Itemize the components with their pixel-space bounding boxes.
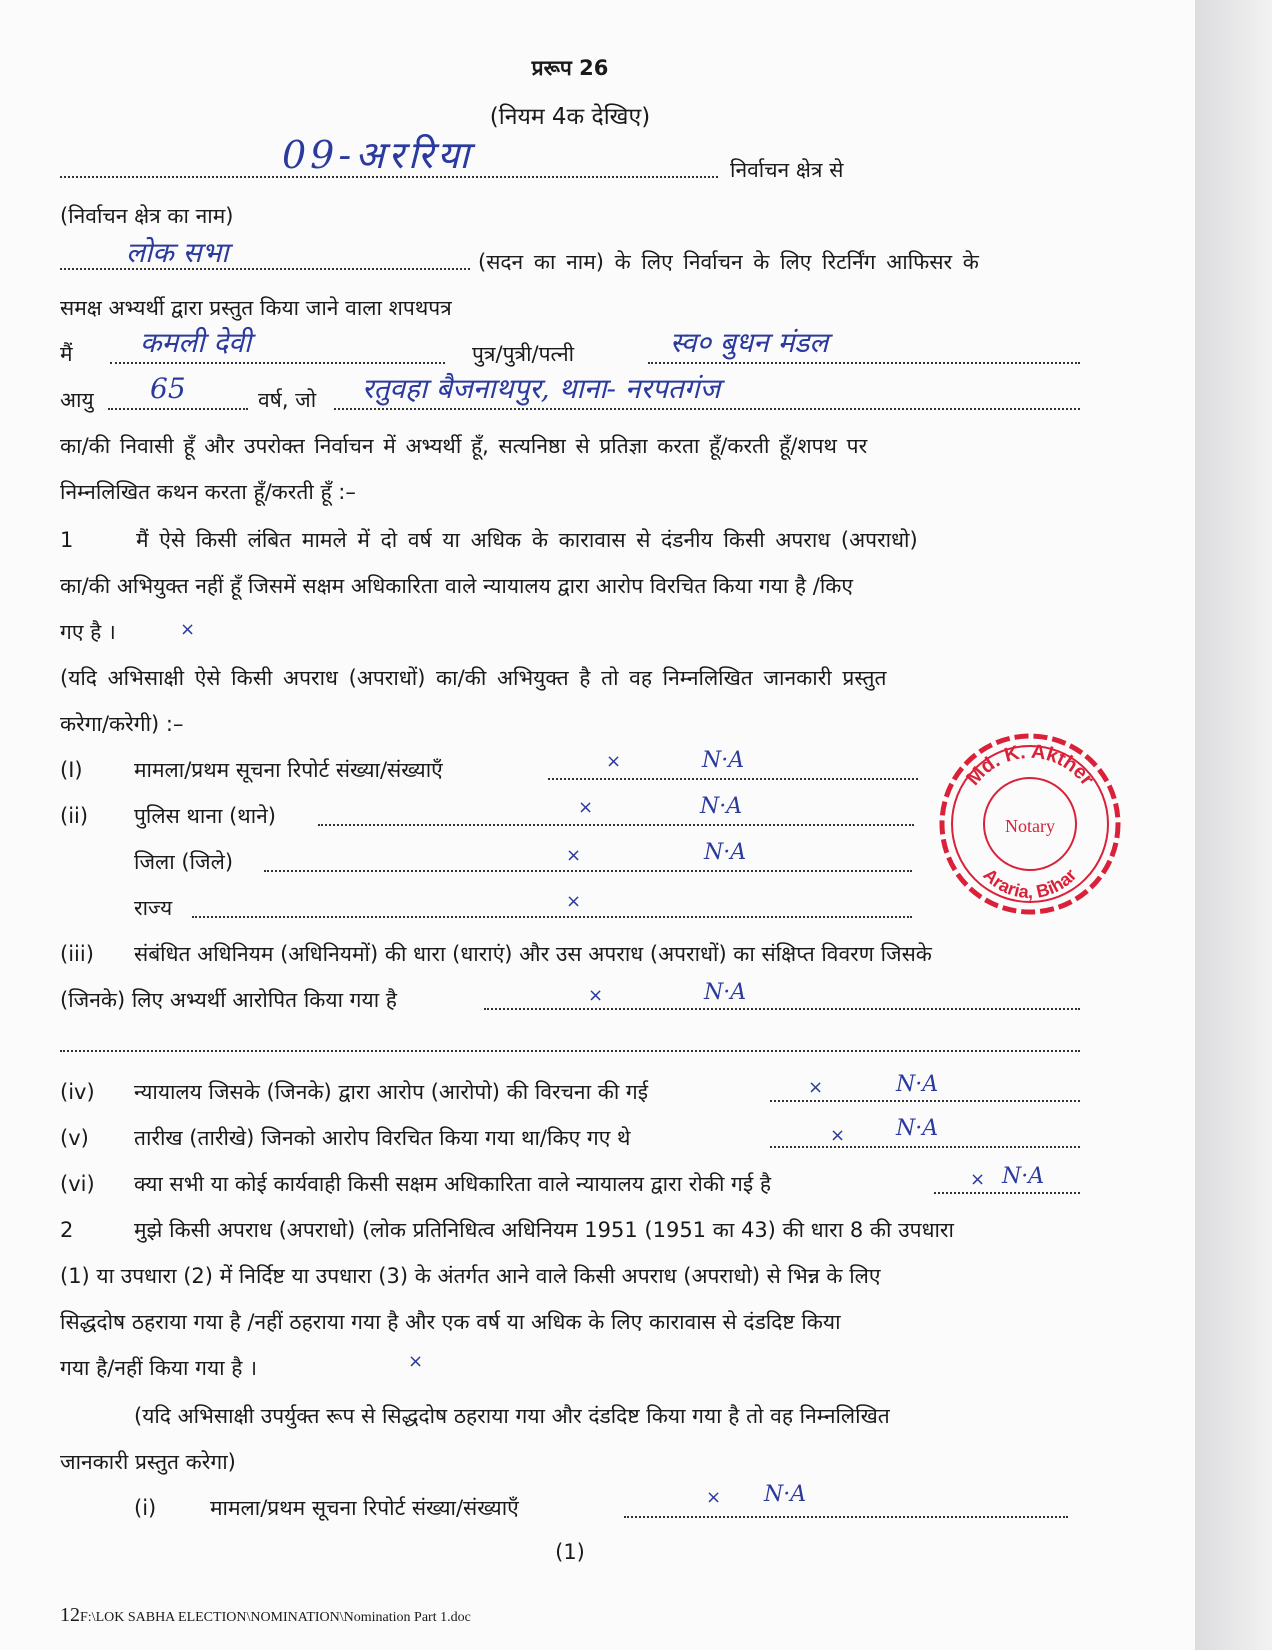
- form-subtitle: (नियम 4क देखिए): [489, 104, 651, 130]
- item-iii-extra-line: [60, 1050, 1080, 1052]
- relation-line: [648, 362, 1080, 364]
- item-vi-number: (vi): [60, 1172, 95, 1196]
- item-ii-line: [318, 824, 914, 826]
- item-ii-label: पुलिस थाना (थाने): [134, 804, 277, 828]
- age-label: आयु: [60, 388, 94, 412]
- statement-line: निम्नलिखित कथन करता हूँ/करती हूँ :–: [60, 480, 356, 504]
- page-number: (1): [555, 1540, 585, 1564]
- notary-stamp: [938, 732, 1122, 916]
- cross-mark: ×: [180, 619, 196, 640]
- section2-line: गया है/नहीं किया गया है ।: [60, 1356, 258, 1380]
- section2-note: (यदि अभिसाक्षी उपर्युक्त रूप से सिद्धदोष ठहराया गया और दंडदिष्ट किया गया है तो वह निम्नलिखित: [134, 1404, 890, 1428]
- item-ii-number: (ii): [60, 804, 89, 828]
- cross-mark: ×: [808, 1077, 824, 1098]
- affidavit-line: समक्ष अभ्यर्थी द्वारा प्रस्तुत किया जाने वाला शपथपत्र: [60, 296, 452, 320]
- cross-mark: ×: [830, 1125, 846, 1146]
- scanner-edge: [1195, 0, 1272, 1650]
- item-vi-value: N·A: [1002, 1164, 1045, 1189]
- district-label: जिला (जिले): [134, 850, 234, 874]
- years-label: वर्ष, जो: [258, 388, 317, 412]
- item-iii-line2: (जिनके) लिए अभ्यर्थी आरोपित किया गया है: [60, 988, 397, 1012]
- section2-number: 2: [60, 1218, 74, 1242]
- relation-label: पुत्र/पुत्री/पत्नी: [472, 342, 575, 366]
- footer-file: F:\LOK SABHA ELECTION\NOMINATION\Nomination Part 1.doc: [80, 1610, 471, 1625]
- constituency-handwritten: 09-अररिया: [282, 133, 474, 177]
- section1-line: मैं ऐसे किसी लंबित मामले में दो वर्ष या अधिक के कारावास से दंडनीय किसी अपराध (अपराधो): [136, 528, 918, 552]
- section1-note: (यदि अभिसाक्षी ऐसे किसी अपराध (अपराधों) का/की अभियुक्त है तो वह निम्नलिखित जानकारी प्रस्तुत: [60, 666, 887, 690]
- item-iv-label: न्यायालय जिसके (जिनके) द्वारा आरोप (आरोपो) की विरचना की गई: [134, 1080, 649, 1104]
- cross-mark: ×: [606, 751, 622, 772]
- district-value: N·A: [704, 840, 747, 865]
- cross-mark: ×: [408, 1351, 424, 1372]
- section1-line: का/की अभियुक्त नहीं हूँ जिसमें सक्षम अधिकारिता वाले न्यायालय द्वारा आरोप विरचित किया गया है /किए: [60, 574, 854, 598]
- house-handwritten: लोक सभा: [126, 236, 229, 269]
- footer-number: 12: [60, 1604, 80, 1626]
- section2-note: जानकारी प्रस्तुत करेगा): [60, 1450, 236, 1474]
- cross-mark: ×: [588, 985, 604, 1006]
- item-v-label: तारीख (तारीखे) जिनको आरोप विरचित किया गया था/किए गए थे: [134, 1126, 631, 1150]
- cross-mark: ×: [566, 845, 582, 866]
- relation-handwritten: स्व० बुधन मंडल: [670, 326, 829, 359]
- section2-item-i-label: मामला/प्रथम सूचना रिपोर्ट संख्या/संख्याएँ: [210, 1496, 519, 1520]
- footer-path: [60, 1604, 471, 1627]
- item-iii-number: (iii): [60, 942, 94, 966]
- section2-item-i-value: N·A: [764, 1482, 807, 1507]
- cross-mark: ×: [566, 891, 582, 912]
- name-handwritten: कमली देवी: [140, 326, 252, 359]
- item-vi-label: क्या सभी या कोई कार्यवाही किसी सक्षम अधिकारिता वाले न्यायालय द्वारा रोकी गई है: [134, 1172, 772, 1196]
- item-iii-dotted: [484, 1008, 1080, 1010]
- district-line: [264, 870, 912, 872]
- cross-mark: ×: [578, 797, 594, 818]
- item-v-line: [770, 1146, 1080, 1148]
- item-v-value: N·A: [896, 1116, 939, 1141]
- section1-number: 1: [60, 528, 74, 552]
- cross-mark: ×: [970, 1169, 986, 1190]
- form-title: प्ररूप 26: [531, 56, 609, 80]
- constituency-suffix: निर्वाचन क्षेत्र से: [730, 158, 844, 182]
- item-ii-value: N·A: [700, 794, 743, 819]
- item-iv-number: (iv): [60, 1080, 95, 1104]
- item-iii-line1: संबंधित अधिनियम (अधिनियमों) की धारा (धाराएं) और उस अपराध (अपराधों) का संक्षिप्त विवरण जिसके: [134, 942, 932, 966]
- item-v-number: (v): [60, 1126, 89, 1150]
- name-line: [110, 362, 445, 364]
- section2-line: सिद्धदोष ठहराया गया है /नहीं ठहराया गया है और एक वर्ष या अधिक के लिए कारावास से दंडदिष्ट किया: [60, 1310, 841, 1334]
- state-label: राज्य: [134, 896, 173, 920]
- cross-mark: ×: [706, 1487, 722, 1508]
- item-i-line: [548, 778, 918, 780]
- section2-item-i-line: [624, 1516, 1068, 1518]
- section2-line: (1) या उपधारा (2) में निर्दिष्ट या उपधारा (3) के अंतर्गत आने वाले किसी अपराध (अपराधो) से भिन्न के लिए: [60, 1264, 881, 1288]
- item-iv-value: N·A: [896, 1072, 939, 1097]
- section2-line: मुझे किसी अपराध (अपराधो) (लोक प्रतिनिधित्व अधिनियम 1951 (1951 का 43) की धारा 8 की उपधारा: [134, 1218, 954, 1242]
- age-handwritten: 65: [150, 372, 186, 405]
- house-text: (सदन का नाम) के लिए निर्वाचन के लिए रिटर्निंग आफिसर के: [478, 250, 979, 274]
- section1-note: करेगा/करेगी) :–: [60, 712, 184, 736]
- address-handwritten: रतुवहा बैजनाथपुर, थाना- नरपतगंज: [362, 372, 721, 405]
- stamp-place: Araria, Bihar: [979, 864, 1081, 903]
- stamp-title: Notary: [1005, 816, 1055, 836]
- constituency-label: (निर्वाचन क्षेत्र का नाम): [60, 204, 234, 228]
- house-line: [60, 268, 470, 270]
- item-i-label: मामला/प्रथम सूचना रिपोर्ट संख्या/संख्याएँ: [134, 758, 443, 782]
- section1-line: गए है ।: [60, 620, 116, 644]
- item-i-value: N·A: [702, 748, 745, 773]
- resident-line: का/की निवासी हूँ और उपरोक्त निर्वाचन में अभ्यर्थी हूँ, सत्यनिष्ठा से प्रतिज्ञा करता हूँ/करती हूँ/शपथ पर: [60, 434, 868, 458]
- age-line: [108, 408, 248, 410]
- item-iii-value: N·A: [704, 980, 747, 1005]
- state-line: [192, 916, 912, 918]
- section2-item-i-number: (i): [134, 1496, 157, 1520]
- stamp-name: Md. K. Akther: [962, 740, 1099, 790]
- i-am-label: मैं: [60, 342, 73, 366]
- address-line: [334, 408, 1080, 410]
- item-i-number: (I): [60, 758, 83, 782]
